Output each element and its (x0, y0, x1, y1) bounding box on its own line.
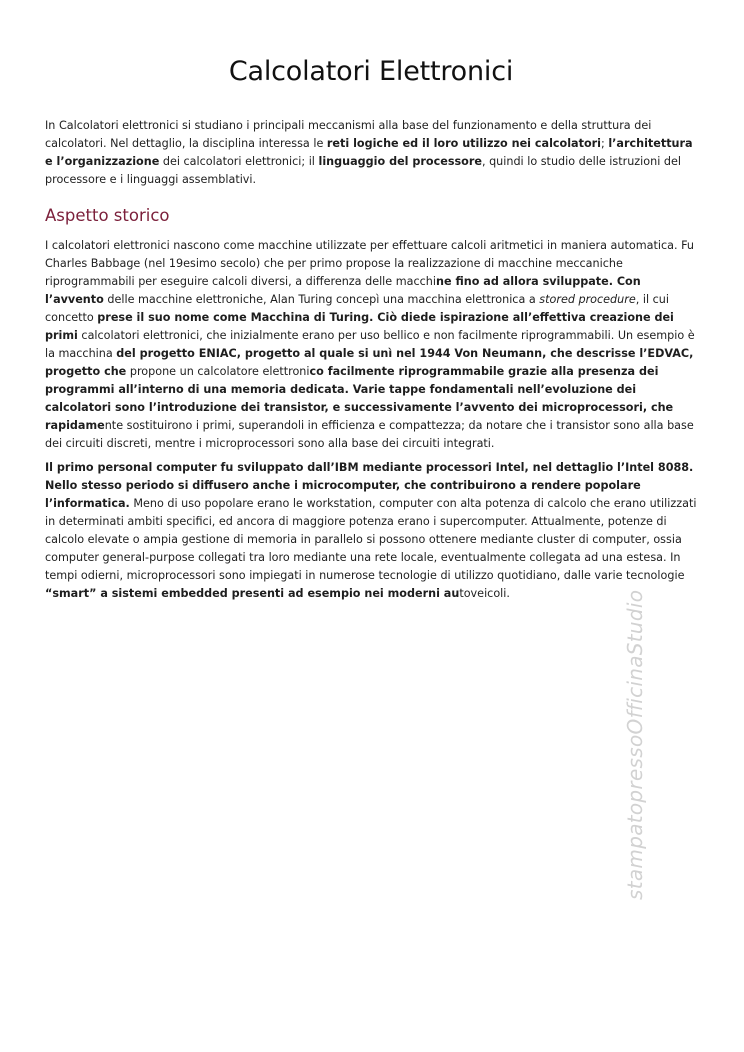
text-run: , quindi lo studio delle istruzioni del processore e i linguaggi assemblativi. (45, 155, 681, 186)
text-run: nte sostituirono i primi, superandoli in efficienza e compattezza; da notare che i transistor sono alla base dei circuiti discreti, mentre i microprocessori sono alla base dei circuiti integrati. (45, 419, 694, 450)
bold-text-run: del progetto ENIAC, progetto al quale si unì nel 1944 Von Neumann, che descrisse l’EDVAC, progetto che (45, 347, 694, 378)
text-run: In Calcolatori elettronici si studiano i principali meccanismi alla base del funzionamento e della struttura dei calcolatori. Nel dettaglio, la disciplina interessa le (45, 119, 652, 150)
bold-text-run: l’architettura e l’organizzazione (45, 137, 693, 168)
text-run: I calcolatori elettronici nascono come macchine utilizzate per effettuare calcoli aritmetici in maniera automatica. Fu Charles Babbage (nel 19esimo secolo) che per primo propose la realizzazione di macchine meccaniche riprogrammabili per eseguire calcoli diversi, a differenza delle macchi (45, 239, 694, 288)
page-title: Calcolatori Elettronici (228, 56, 514, 87)
text-run: dei calcolatori elettronici; il (159, 155, 319, 168)
text-run: ; (601, 137, 609, 150)
bold-text-run: reti logiche ed il loro utilizzo nei calcolatori (326, 137, 601, 150)
italic-text-run: stored procedure (539, 293, 636, 306)
text-run: Meno di uso popolare erano le workstation, computer con alta potenza di calcolo che erano utilizzati in determinati ambiti specifici, ed ancora di maggiore potenza erano i supercomputer. Attualmente, potenze di calcolo elevate o ampia gestione di memoria in parallelo si possono ottenere mediante cluster di computer, ossia computer general-purpose collegati tra loro mediante una rete locale, eventualmente collegata ad una estesa. In tempi odierni, microprocessori sono impiegati in numerose tecnologie di utilizzo quotidiano, dalle varie tecnologie (45, 497, 697, 582)
text-run: delle macchine elettroniche, Alan Turing concepì una macchina elettronica a (103, 293, 540, 306)
watermark: stampatopressoOfficinaStudio (623, 589, 647, 900)
text-run: calcolatori elettronici, che inizialmente erano per uso bellico e non facilmente riprogrammabili. Un esempio è la macchina (45, 329, 695, 360)
intro-paragraph (45, 117, 697, 189)
bold-text-run: linguaggio del processore (318, 155, 482, 168)
text-run: toveicoli. (459, 587, 510, 600)
history-paragraph-1 (45, 237, 697, 453)
bold-text-run: ne fino ad allora sviluppate. Con l’avvento (45, 275, 641, 306)
text-run: , il cui concetto (45, 293, 669, 324)
section-heading: Aspetto storico (45, 206, 170, 225)
bold-text-run: co facilmente riprogrammabile grazie alla presenza dei programmi all’interno di una memoria dedicata. Varie tappe fondamentali nell’evoluzione dei calcolatori sono l’introduzione dei transistor, e successivamente l’avvento dei microprocessori, che rapidame (45, 365, 674, 432)
bold-text-run: Il primo personal computer fu sviluppato dall’IBM mediante processori Intel, nel dettaglio l’Intel 8088. Nello stesso periodo si diffusero anche i microcomputer, che contribuirono a rendere popolare l’informatica. (45, 461, 694, 510)
text-run: propone un calcolatore elettroni (126, 365, 310, 378)
history-paragraph-2 (45, 459, 697, 603)
bold-text-run: prese il suo nome come Macchina di Turing. Ciò diede ispirazione all’effettiva creazione dei primi (45, 311, 674, 342)
bold-text-run: “smart” a sistemi embedded presenti ad esempio nei moderni au (45, 587, 460, 600)
